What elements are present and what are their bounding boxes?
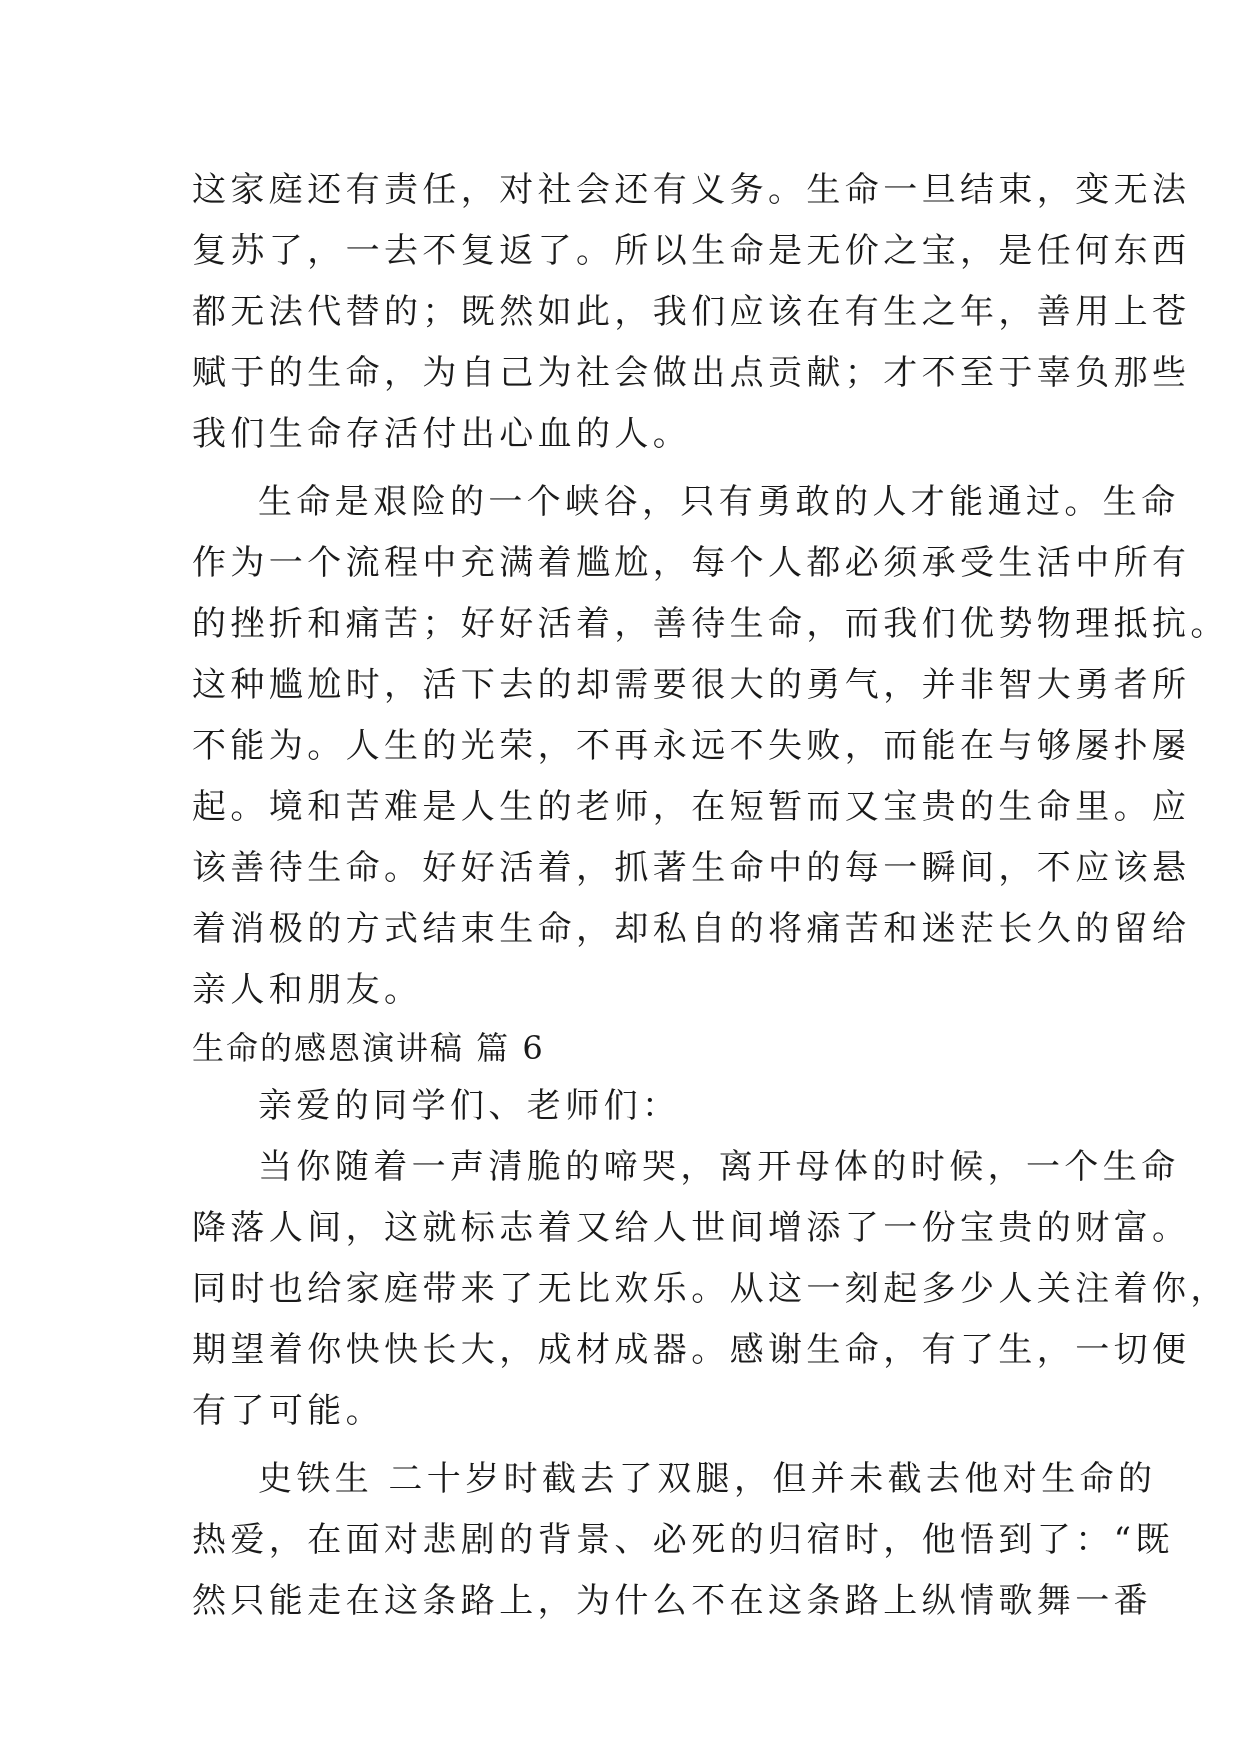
text-line: 我们生命存活付出心血的人。 [192, 414, 692, 454]
text-line: 降落人间，这就标志着又给人世间增添了一份宝贵的财富。 [192, 1208, 1191, 1248]
text-line: 作为一个流程中充满着尴尬，每个人都必须承受生活中所有 [192, 543, 1191, 583]
salutation: 亲爱的同学们、老师们： [258, 1086, 681, 1126]
text-line: 生命是艰险的一个峡谷，只有勇敢的人才能通过。生命 [258, 482, 1180, 522]
section-heading: 生命的感恩演讲稿 篇 6 [192, 1029, 545, 1067]
text-line: 复苏了，一去不复返了。所以生命是无价之宝，是任何东西 [192, 231, 1191, 271]
paragraph-1 [192, 160, 1191, 465]
text-line: 这种尴尬时，活下去的却需要很大的勇气，并非智大勇者所 [192, 665, 1191, 705]
paragraph-4 [192, 1449, 1174, 1632]
text-line: 该善待生命。好好活着，抓著生命中的每一瞬间，不应该悬 [192, 848, 1191, 888]
text-line: 亲人和朋友。 [192, 970, 423, 1010]
text-line: 期望着你快快长大，成材成器。感谢生命，有了生，一切便 [192, 1330, 1191, 1370]
paragraph-2 [192, 472, 1229, 1021]
text-line: 赋于的生命，为自己为社会做出点贡献；才不至于辜负那些 [192, 353, 1191, 393]
text-line: 都无法代替的；既然如此，我们应该在有生之年，善用上苍 [192, 292, 1191, 332]
text-line: 起。境和苦难是人生的老师，在短暂而又宝贵的生命里。应 [192, 787, 1191, 827]
text-line: 有了可能。 [192, 1391, 384, 1431]
paragraph-3 [192, 1137, 1229, 1442]
text-line: 着消极的方式结束生命，却私自的将痛苦和迷茫长久的留给 [192, 909, 1191, 949]
text-line: 不能为。人生的光荣，不再永远不失败，而能在与够屡扑屡 [192, 726, 1191, 766]
text-line: 的挫折和痛苦；好好活着，善待生命，而我们优势物理抵抗。 [192, 604, 1229, 644]
document-body [192, 160, 1229, 1632]
text-line: 当你随着一声清脆的啼哭，离开母体的时候，一个生命 [258, 1147, 1180, 1187]
text-line: 史铁生 二十岁时截去了双腿，但并未截去他对生命的 [258, 1459, 1157, 1499]
text-line: 这家庭还有责任，对社会还有义务。生命一旦结束，变无法 [192, 170, 1191, 210]
text-line: 热爱，在面对悲剧的背景、必死的归宿时，他悟到了：“既 [192, 1520, 1174, 1560]
text-line: 然只能走在这条路上，为什么不在这条路上纵情歌舞一番 [192, 1581, 1152, 1621]
text-line: 同时也给家庭带来了无比欢乐。从这一刻起多少人关注着你， [192, 1269, 1229, 1309]
